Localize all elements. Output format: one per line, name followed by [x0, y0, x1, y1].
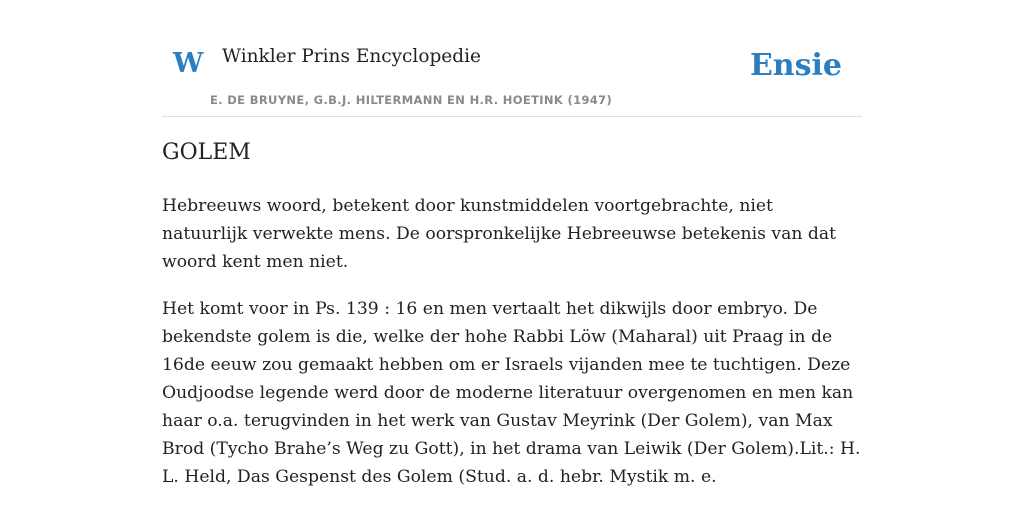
article-headword: GOLEM [162, 140, 251, 165]
source-logo[interactable]: W [173, 48, 204, 79]
brand-logo[interactable]: Ensie [749, 48, 842, 83]
article-body [162, 192, 862, 510]
source-header [162, 0, 862, 117]
article-paragraph: Het komt voor in Ps. 139 : 16 en men vertaalt het dikwijls door embryo. De bekendste golem is die, welke der hohe Rabbi Löw (Maharal) uit Praag in de 16de eeuw zou gemaakt hebben om er Israels vijanden mee te tuchtigen. Deze Oudjoodse legende werd door de moderne literatuur overgenomen en men kan haar o.a. terugvinden in het werk van Gustav Meyrink (Der Golem), van Max Brod (Tycho Brahe’s Weg zu Gott), in het drama van Leiwik (Der Golem).Lit.: H. L. Held, Das Gespenst des Golem (Stud. a. d. hebr. Mystik m. e. [162, 299, 861, 487]
source-title[interactable]: Winkler Prins Encyclopedie [222, 46, 481, 67]
source-authors: E. DE BRUYNE, G.B.J. HILTERMANN EN H.R. HOETINK (1947) [210, 93, 613, 107]
article-paragraph: Hebreeuws woord, betekent door kunstmiddelen voortgebrachte, niet natuurlijk verwekte mens. De oorspronkelijke Hebreeuwse betekenis van dat woord kent men niet. [162, 196, 837, 272]
